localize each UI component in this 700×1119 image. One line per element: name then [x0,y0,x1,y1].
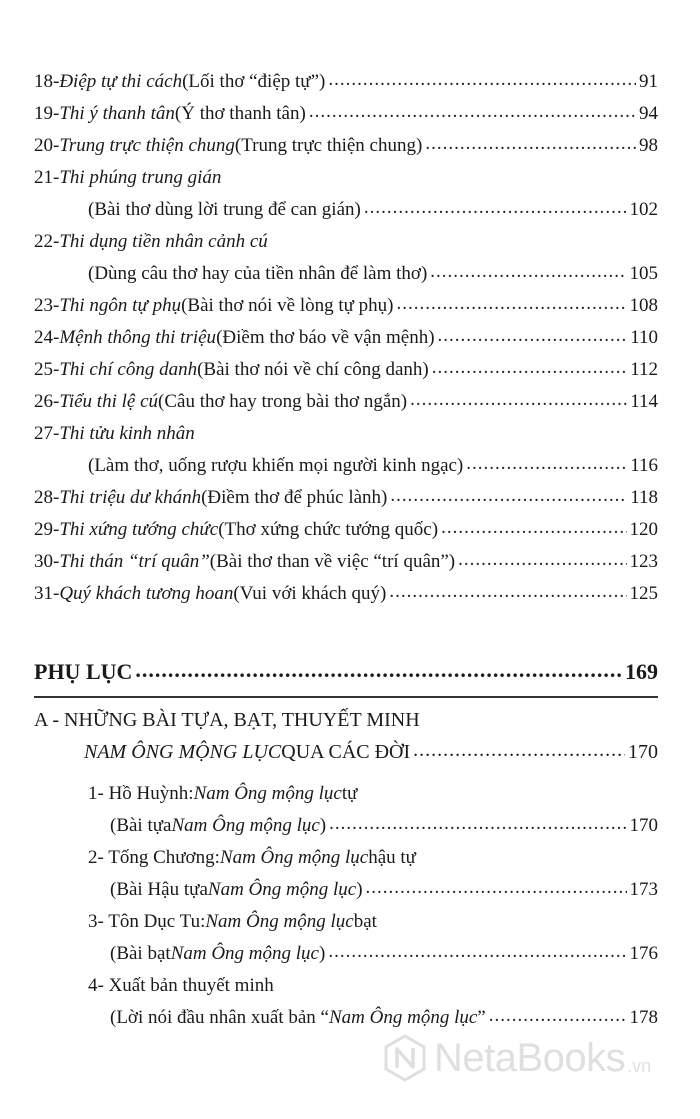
item-line1-tail: bạt [353,911,377,932]
appendix-page-number: 169 [625,659,658,684]
item-line2-italic: Nam Ông mộng lục [170,943,319,964]
entry-number: 21- [34,167,60,188]
toc-entry-27-continuation [34,450,658,482]
item-line2-normal: (Bài tựa [110,815,172,836]
toc-entry-28 [34,482,658,514]
dot-leader [413,734,625,766]
item-page-number: 178 [629,1007,658,1028]
toc-entry-31 [34,578,658,610]
entry-number: 20- [34,135,60,156]
toc-entry-26 [34,386,658,418]
item-line1-normal: 2- Tống Chương: [88,847,220,868]
entry-title-normal: (Dùng câu thơ hay của tiền nhân để làm thơ) [88,263,428,284]
section-a-page-number: 170 [628,741,658,763]
entry-page-number: 120 [629,519,658,540]
toc-entry-21 [34,162,658,194]
dot-leader [441,512,626,544]
toc-entry-20 [34,130,658,162]
entry-title-normal: (Bài thơ nói về lòng tự phụ) [181,295,394,316]
watermark-suffix: .vn [627,1055,652,1076]
entry-title-normal: (Bài thơ dùng lời trung để can gián) [88,199,361,220]
toc-entry-22 [34,226,658,258]
entry-page-number: 108 [629,295,658,316]
entry-page-number: 118 [630,487,658,508]
entry-page-number: 110 [630,327,658,348]
entry-number: 22- [34,231,60,252]
section-a-title-italic: NAM ÔNG MỘNG LỤC [84,741,282,763]
dot-leader [366,872,627,904]
item-line1-tail: tự [341,783,358,804]
table-of-contents [34,66,658,1034]
watermark-brand: NetaBooks [434,1035,626,1080]
entry-title-italic: Thi tửu kinh nhân [59,423,195,444]
entry-title-normal: (Ý thơ thanh tân) [174,103,306,124]
dot-leader [329,808,626,840]
entry-title-italic: Thi thán “trí quân” [59,551,210,572]
item-gap [34,768,658,778]
section-spacer [34,610,658,652]
item-line1-normal: 4- Xuất bản thuyết minh [88,975,274,996]
entry-number: 31- [34,583,60,604]
entry-page-number: 123 [629,551,658,572]
item-line2-normal: (Bài Hậu tựa [110,879,208,900]
item-line2-italic: Nam Ông mộng lục [171,815,320,836]
entry-number: 30- [34,551,60,572]
dot-leader [328,936,626,968]
item-page-number: 173 [629,879,658,900]
entry-page-number: 112 [630,359,658,380]
entry-page-number: 125 [629,583,658,604]
dot-leader [389,576,626,608]
entry-number: 29- [34,519,60,540]
section-a-title-normal: QUA CÁC ĐỜI [281,741,411,763]
watermark [384,1028,651,1088]
item-line2-normal: (Lời nói đầu nhân xuất bản “ [110,1007,329,1028]
dot-leader [390,480,627,512]
appendix-item-2-continuation [34,874,658,906]
toc-entry-30 [34,546,658,578]
dot-leader [438,320,628,352]
dot-leader [309,96,636,128]
entry-title-italic: Thi ý thanh tân [59,103,175,124]
item-line2-italic: Nam Ông mộng lục [328,1007,478,1028]
entry-page-number: 102 [629,199,658,220]
entry-title-italic: Quý khách tương hoan [59,583,234,604]
item-line1-italic: Nam Ông mộng lục [205,911,354,932]
appendix-item-1-continuation [34,810,658,842]
appendix-heading [34,652,658,692]
item-line2-normal: (Bài bạt [110,943,171,964]
dot-leader [328,64,636,96]
toc-entry-19 [34,98,658,130]
entry-title-italic: Tiểu thi lệ cú [59,391,159,412]
appendix-item-4 [34,970,658,1002]
item-line2-tail: ) [319,815,327,836]
entry-title-normal: (Điềm thơ để phúc lành) [201,487,388,508]
entry-number: 24- [34,327,60,348]
entry-number: 25- [34,359,60,380]
dot-leader [466,448,627,480]
entry-title-italic: Thi ngôn tự phụ [59,295,182,316]
item-line2-tail: ) [356,879,363,900]
dot-leader [397,288,627,320]
appendix-item-3 [34,906,658,938]
item-line2-tail: ) [319,943,326,964]
entry-number: 18- [34,71,60,92]
item-page-number: 170 [629,815,658,836]
entry-number: 26- [34,391,60,412]
section-a-title: A - NHỮNG BÀI TỰA, BẠT, THUYẾT MINH [34,709,420,731]
entry-title-normal: (Trung trực thiện chung) [234,135,423,156]
entry-title-normal: (Làm thơ, uống rượu khiến mọi người kinh ngạc) [88,455,464,476]
entry-title-italic: Trung trực thiện chung [59,135,235,156]
entry-page-number: 105 [629,263,658,284]
section-a-heading [34,704,658,736]
dot-leader [135,650,622,690]
entry-title-italic: Mệnh thông thi triệu [59,327,217,348]
item-line1-normal: 1- Hồ Huỳnh: [88,783,194,804]
entry-number: 23- [34,295,60,316]
entry-title-normal: (Câu thơ hay trong bài thơ ngắn) [158,391,408,412]
entry-title-normal: (Bài thơ nói về chí công danh) [197,359,429,380]
entry-title-italic: Thi xứng tướng chức [59,519,219,540]
toc-entry-29 [34,514,658,546]
netabooks-logo-icon [384,1034,426,1082]
toc-entry-23 [34,290,658,322]
entry-number: 27- [34,423,60,444]
dot-leader [430,256,626,288]
toc-entry-22-continuation [34,258,658,290]
entry-number: 28- [34,487,60,508]
appendix-item-1 [34,778,658,810]
toc-entry-27 [34,418,658,450]
entry-number: 19- [34,103,60,124]
appendix-divider [34,696,658,698]
item-line1-normal: 3- Tôn Dục Tu: [88,911,206,932]
toc-entry-25 [34,354,658,386]
item-line2-italic: Nam Ông mộng lục [207,879,357,900]
appendix-title: PHỤ LỤC [34,659,133,684]
section-a-heading-continuation [34,736,658,768]
appendix-item-2 [34,842,658,874]
dot-leader [432,352,627,384]
toc-entry-21-continuation [34,194,658,226]
entry-title-italic: Thi triệu dư khánh [59,487,202,508]
entry-title-normal: (Điềm thơ báo về vận mệnh) [216,327,435,348]
entry-title-normal: (Bài thơ than về việc “trí quân”) [209,551,456,572]
dot-leader [364,192,627,224]
entry-title-italic: Thi phúng trung gián [59,167,222,188]
dot-leader [458,544,626,576]
toc-entry-18 [34,66,658,98]
item-line2-tail: ” [477,1007,486,1028]
entry-title-italic: Thi dụng tiền nhân cảnh cú [59,231,268,252]
item-line1-italic: Nam Ông mộng lục [219,847,369,868]
entry-page-number: 116 [630,455,658,476]
toc-entry-24 [34,322,658,354]
entry-title-normal: (Vui với khách quý) [233,583,387,604]
appendix-item-3-continuation [34,938,658,970]
entry-page-number: 91 [639,71,658,92]
entry-page-number: 114 [630,391,658,412]
entry-page-number: 94 [639,103,658,124]
item-page-number: 176 [629,943,658,964]
dot-leader [425,128,636,160]
entry-title-normal: (Lối thơ “điệp tự”) [182,71,326,92]
entry-title-normal: (Thơ xứng chức tướng quốc) [218,519,439,540]
dot-leader [410,384,627,416]
entry-page-number: 98 [639,135,658,156]
item-line1-tail: hậu tự [368,847,416,868]
entry-title-italic: Thi chí công danh [59,359,198,380]
entry-title-italic: Điệp tự thi cách [59,71,183,92]
item-line1-italic: Nam Ông mộng lục [193,783,342,804]
